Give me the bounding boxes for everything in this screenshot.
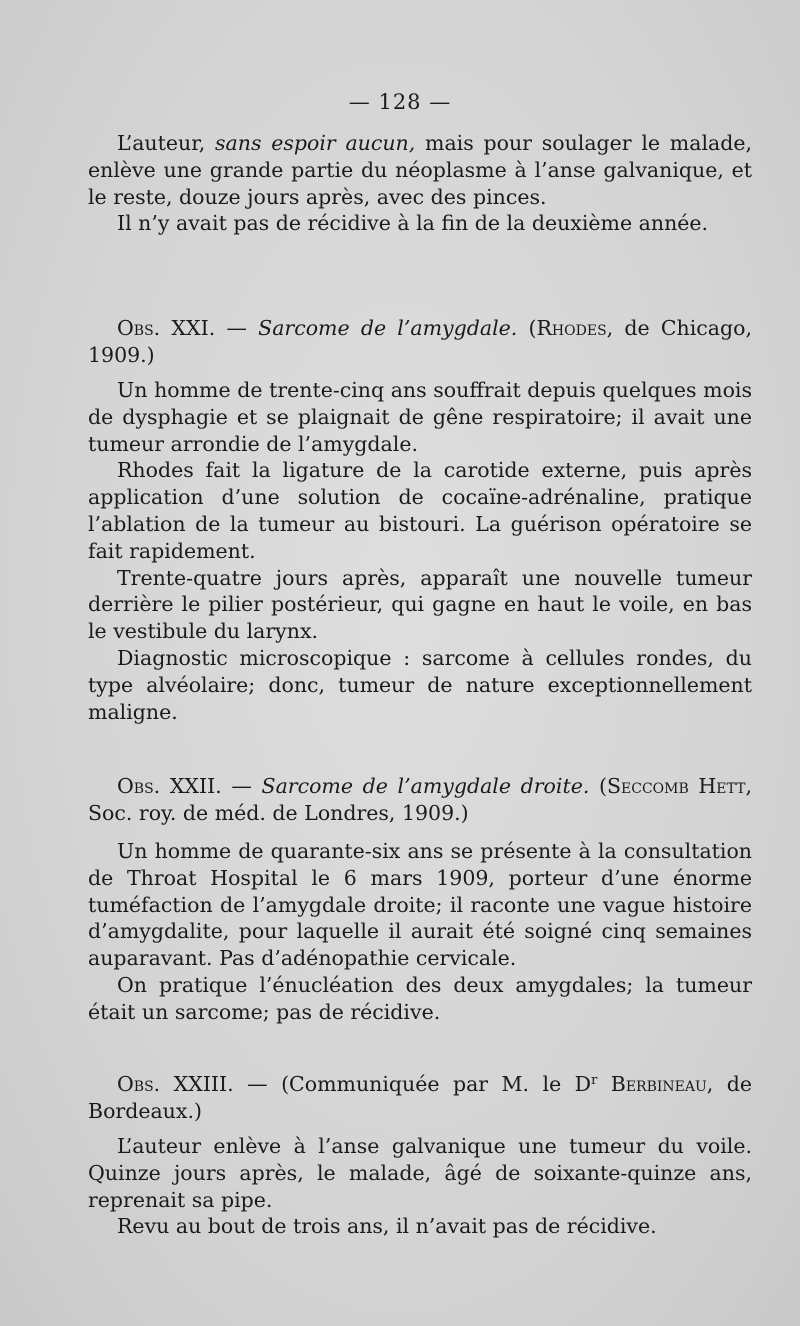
obs-23-author: Berbineau (597, 1072, 707, 1096)
obs-21-heading (88, 315, 752, 369)
obs-21-ref-rest: , de Chicago, 1909.) (88, 316, 752, 367)
intro-text-start: L’auteur, (117, 131, 216, 155)
intro-italic-phrase: sans espoir aucun, (215, 131, 416, 155)
obs-21-paragraph: Trente-quatre jours après, apparaît une nouvelle tumeur derrière le pilier postérieur, qui gagne en haut le voile, en bas le vestibule du larynx. (88, 565, 752, 644)
obs-23-body (88, 1133, 752, 1240)
obs-21-ref-open: ( (517, 316, 537, 340)
page-number: — 128 — (348, 90, 452, 114)
intro-paragraph-2: Il n’y avait pas de récidive à la fin de la deuxième année. (117, 211, 709, 236)
obs-21-title: Sarcome de l’amygdale. (258, 316, 518, 340)
obs-22-dash: — (221, 774, 262, 798)
obs-21-paragraph: Diagnostic microscopique : sarcome à cellules rondes, du type alvéolaire; donc, tumeur de nature exceptionnellement maligne. (88, 645, 752, 724)
obs-22-heading (88, 773, 752, 827)
intro-text-end: mais pour soulager le malade, enlève une grande partie du néoplasme à l’anse galvanique, et le reste, douze jours après, avec des pinces. (88, 131, 752, 209)
obs-21-label: Obs. XXI. (117, 316, 216, 340)
obs-22-ref-open: ( (589, 774, 607, 798)
obs-23-label: Obs. XXIII. (117, 1072, 234, 1096)
obs-22-paragraph: Un homme de quarante-six ans se présente à la consultation de Throat Hospital le 6 mars 1909, porteur d’une énorme tuméfaction de l’amygdale droite; il raconte une vague histoire d’amygdalite, pour laquelle il aurait été soigné cinq semaines auparavant. Pas d’adénopathie cervicale. (88, 839, 752, 971)
obs-21-author: Rhodes (536, 316, 607, 340)
obs-22-author: Seccomb Hett (606, 774, 746, 798)
obs-23-paragraph: Revu au bout de trois ans, il n’avait pas de récidive. (117, 1214, 657, 1239)
obs-22-title: Sarcome de l’amygdale droite. (261, 774, 590, 798)
obs-22-label: Obs. XXII. (117, 774, 222, 798)
obs-23-ref-sup: r (591, 1073, 598, 1088)
obs-22-paragraph: On pratique l’énucléation des deux amygdales; la tumeur était un sarcome; pas de récidive. (88, 972, 752, 1024)
obs-22-body (88, 838, 752, 1026)
obs-23-ref-rest: , de Bordeaux.) (88, 1072, 753, 1123)
obs-22-ref-rest: , Soc. roy. de méd. de Londres, 1909.) (88, 774, 752, 825)
obs-23-ref-pre: (Communiquée par M. le D (281, 1072, 592, 1096)
obs-21-paragraph: Rhodes fait la ligature de la carotide externe, puis après application d’une solution de cocaïne-adrénaline, pratique l’ablation de la tumeur au bistouri. La guérison opératoire se fait rapidement. (88, 458, 752, 563)
obs-21-paragraph: Un homme de trente-cinq ans souffrait depuis quelques mois de dysphagie et se plaignait de gêne respiratoire; il avait une tumeur arrondie de l’amygdale. (88, 378, 752, 456)
obs-23-paragraph: L’auteur enlève à l’anse galvanique une tumeur du voile. Quinze jours après, le malade, âgé de soixante-quinze ans, reprenait sa pipe. (88, 1134, 752, 1212)
intro-paragraph-1 (88, 130, 752, 210)
obs-21-body (88, 377, 752, 725)
obs-21-dash: — (215, 316, 259, 340)
obs-23-heading (88, 1071, 752, 1125)
intro-section (88, 130, 752, 237)
obs-23-dash: — (233, 1072, 282, 1096)
